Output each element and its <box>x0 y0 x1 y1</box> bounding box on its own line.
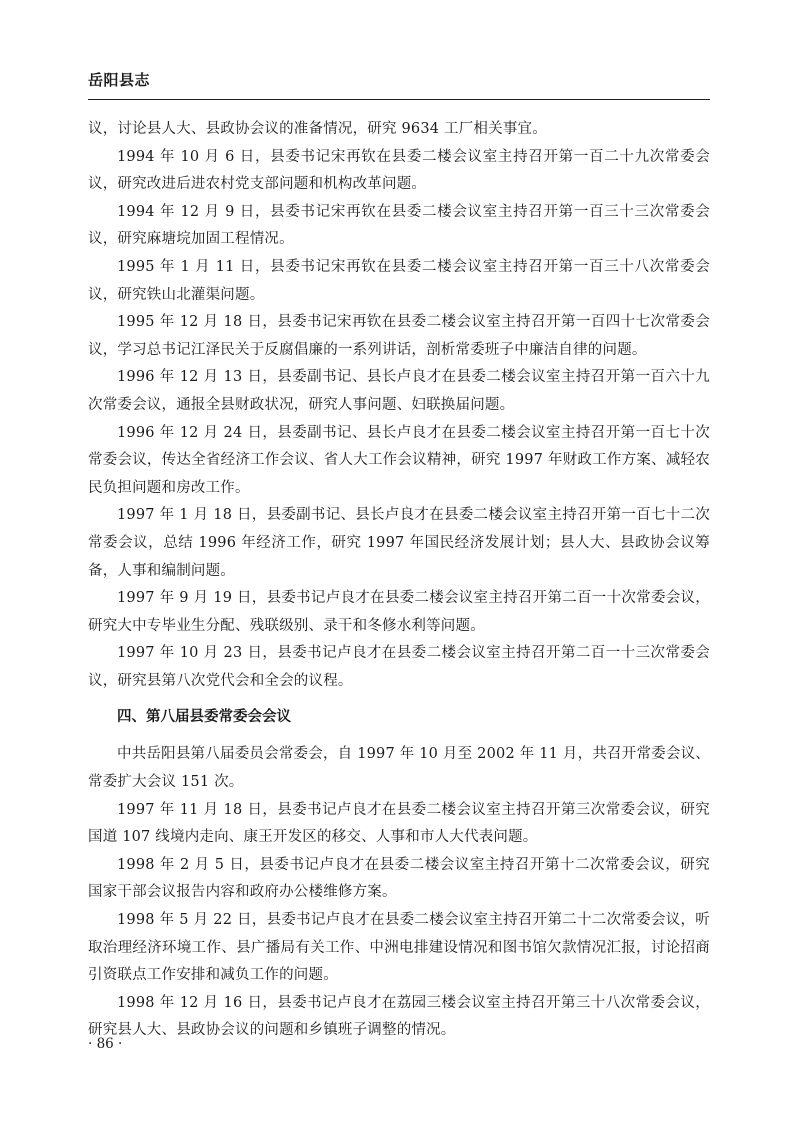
body-paragraph: 1994 年 12 月 9 日，县委书记宋再钦在县委二楼会议室主持召开第一百三十三次常委会议，研究麻塘垸加固工程情况。 <box>88 203 710 248</box>
book-title: 岳阳县志 <box>88 71 151 89</box>
body-paragraph: 1995 年 1 月 11 日，县委书记宋再钦在县委二楼会议室主持召开第一百三十八次常委会议，研究铁山北灌渠问题。 <box>88 258 710 303</box>
body-paragraph: 1995 年 12 月 18 日，县委书记宋再钦在县委二楼会议室主持召开第一百四十七次常委会议，学习总书记江泽民关于反腐倡廉的一系列讲话，剖析常委班子中廉洁自律的问题。 <box>88 314 710 358</box>
header-divider <box>88 99 710 100</box>
page-number: · 86 · <box>88 1036 123 1052</box>
body-paragraph: 1998 年 12 月 16 日，县委书记卢良才在荔园三楼会议室主持召开第三十八次常委会议，研究县人大、县政协会议的问题和乡镇班子调整的情况。 <box>88 994 710 1039</box>
body-paragraph: 1998 年 5 月 22 日，县委书记卢良才在县委二楼会议室主持召开第二十二次常委会议，听取治理经济环境工作、县广播局有关工作、中洲电排建设情况和图书馆欠款情况汇报，讨论招商引资联点工作安排和减负工作的问题。 <box>88 912 710 984</box>
page-header <box>88 68 710 92</box>
body-paragraph: 1996 年 12 月 13 日，县委副书记、县长卢良才在县委二楼会议室主持召开第一百六十九次常委会议，通报全县财政状况，研究人事问题、妇联换届问题。 <box>88 369 710 413</box>
paragraph-group-2 <box>88 741 710 1045</box>
body-paragraph: 1994 年 10 月 6 日，县委书记宋再钦在县委二楼会议室主持召开第一百二十九次常委会议，研究改进后进农村党支部问题和机构改革问题。 <box>88 148 710 193</box>
body-paragraph: 1997 年 9 月 19 日，县委书记卢良才在县委二楼会议室主持召开第二百一十次常委会议，研究大中专毕业生分配、残联级别、录干和冬修水利等问题。 <box>88 590 710 634</box>
body-paragraph: 1997 年 11 月 18 日，县委书记卢良才在县委二楼会议室主持召开第三次常委会议，研究国道 107 线境内走向、康王开发区的移交、人事和市人大代表问题。 <box>88 801 710 846</box>
body-paragraph: 1996 年 12 月 24 日，县委副书记、县长卢良才在县委二楼会议室主持召开第一百七十次常委会议，传达全省经济工作会议、省人大工作会议精神，研究 1997 年财政工作方案、减轻农民负担问题和房改工作。 <box>88 424 710 496</box>
body-paragraph: 1998 年 2 月 5 日，县委书记卢良才在县委二楼会议室主持召开第十二次常委会议，研究国家干部会议报告内容和政府办公楼维修方案。 <box>88 856 710 901</box>
body-paragraph: 1997 年 10 月 23 日，县委书记卢良才在县委二楼会议室主持召开第二百一十三次常委会议，研究县第八次党代会和全会的议程。 <box>88 645 710 689</box>
body-paragraph: 议，讨论县人大、县政协会议的准备情况，研究 9634 工厂相关事宜。 <box>88 121 547 137</box>
body-paragraph: 中共岳阳县第八届委员会常委会，自 1997 年 10 月至 2002 年 11 月，共召开常委会议、常委扩大会议 151 次。 <box>88 746 710 791</box>
paragraph-group-1 <box>88 116 710 695</box>
section-heading: 四、第八届县委常委会会议 <box>117 709 291 726</box>
page-body <box>88 116 710 1045</box>
body-paragraph: 1997 年 1 月 18 日，县委副书记、县长卢良才在县委二楼会议室主持召开第一百七十二次常委会议，总结 1996 年经济工作，研究 1997 年国民经济发展计划；县人大、县政协会议筹备，人事和编制问题。 <box>88 507 710 579</box>
